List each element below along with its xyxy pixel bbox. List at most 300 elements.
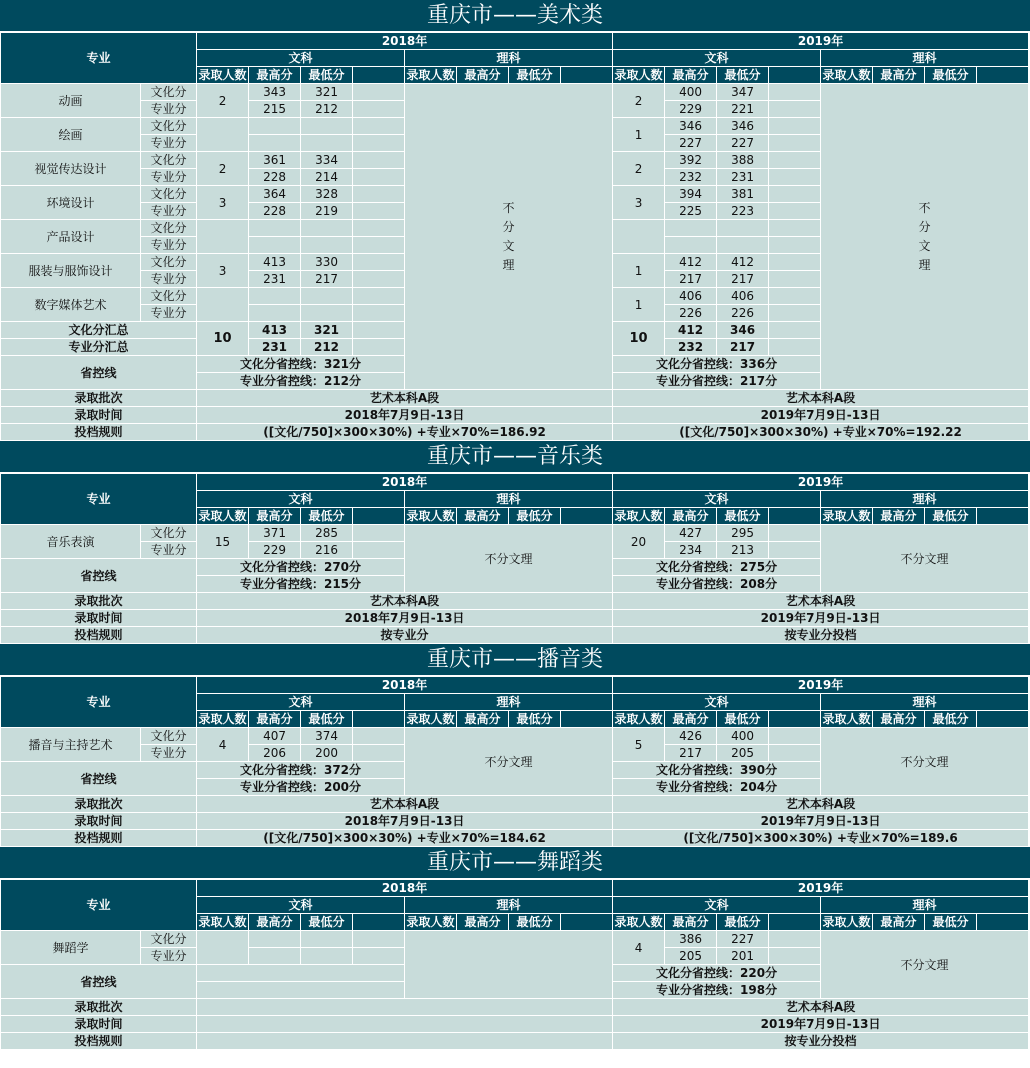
pro-line: 专业分省控线：198分 [613, 982, 821, 999]
min-score-header: 最低分 [509, 711, 561, 728]
culture-max: 406 [665, 288, 717, 305]
year-header: 2019年 [613, 880, 1029, 897]
culture-line: 文化分省控线：270分 [197, 559, 405, 576]
professional-label: 专业分 [141, 305, 197, 322]
major-name: 舞蹈学 [1, 931, 141, 965]
wenke-header: 文科 [613, 491, 821, 508]
culture-min [717, 220, 769, 237]
province-line-label: 省控线 [1, 965, 197, 999]
min-score-header: 最低分 [509, 914, 561, 931]
spacer [353, 728, 405, 745]
max-score-header: 最高分 [249, 914, 301, 931]
batch-value: 艺术本科A段 [197, 390, 613, 407]
pro-max: 225 [665, 203, 717, 220]
major-name: 音乐表演 [1, 525, 141, 559]
time-value: 2019年7月9日-13日 [613, 407, 1029, 424]
enroll-count: 2 [197, 84, 249, 118]
rule-value [197, 1033, 613, 1050]
spacer [769, 931, 821, 948]
culture-label: 文化分 [141, 220, 197, 237]
batch-value: 艺术本科A段 [613, 999, 1029, 1016]
pro-line: 专业分省控线：215分 [197, 576, 405, 593]
pro-min: 213 [717, 542, 769, 559]
spacer [769, 254, 821, 271]
like-note [405, 84, 613, 390]
enroll-count-header: 录取人数 [614, 509, 663, 523]
culture-label: 文化分 [141, 84, 197, 101]
culture-min [301, 220, 353, 237]
spacer [769, 271, 821, 288]
pro-line [197, 982, 405, 999]
batch-value: 艺术本科A段 [197, 796, 613, 813]
batch-value [197, 999, 613, 1016]
culture-min: 334 [301, 152, 353, 169]
spacer [769, 542, 821, 559]
major-header: 专业 [1, 677, 197, 728]
major-header: 专业 [1, 474, 197, 525]
year-header: 2019年 [613, 33, 1029, 50]
culture-label: 文化分 [141, 728, 197, 745]
pro-min: 205 [717, 745, 769, 762]
wenke-header: 文科 [197, 694, 405, 711]
time-value: 2018年7月9日-13日 [197, 407, 613, 424]
pro-min: 219 [301, 203, 353, 220]
culture-max [249, 288, 301, 305]
wenke-header: 文科 [197, 897, 405, 914]
professional-label: 专业分 [141, 169, 197, 186]
pro-min [301, 237, 353, 254]
spacer-header [353, 508, 405, 525]
spacer [769, 118, 821, 135]
spacer-header [561, 508, 613, 525]
enroll-count-header: 录取人数 [198, 509, 247, 523]
enroll-count: 4 [197, 728, 249, 762]
major-name: 环境设计 [1, 186, 141, 220]
spacer-header [769, 67, 821, 84]
like-header: 理科 [405, 897, 613, 914]
culture-max: 407 [249, 728, 301, 745]
major-name: 数字媒体艺术 [1, 288, 141, 322]
spacer [353, 542, 405, 559]
enroll-count-header: 录取人数 [614, 712, 663, 726]
rule-label: 投档规则 [1, 627, 197, 644]
max-score-header: 最高分 [665, 711, 717, 728]
enroll-count [197, 220, 249, 254]
spacer [769, 322, 821, 339]
time-value: 2019年7月9日-13日 [613, 610, 1029, 627]
enroll-count [197, 931, 249, 965]
major-header: 专业 [1, 33, 197, 84]
max-score-header: 最高分 [873, 711, 925, 728]
time-label: 录取时间 [1, 813, 197, 830]
major-name: 视觉传达设计 [1, 152, 141, 186]
major-name: 播音与主持艺术 [1, 728, 141, 762]
enroll-count-header: 录取人数 [822, 68, 871, 82]
culture-max: 413 [249, 254, 301, 271]
pro-min: 217 [717, 271, 769, 288]
pro-max: 217 [665, 271, 717, 288]
admission-table [0, 879, 1030, 1050]
enroll-count: 3 [197, 186, 249, 220]
batch-value: 艺术本科A段 [197, 593, 613, 610]
min-score-header: 最低分 [717, 711, 769, 728]
culture-min: 412 [717, 254, 769, 271]
pro-max [665, 237, 717, 254]
pro-max: 226 [665, 305, 717, 322]
like-note [821, 84, 1029, 390]
pro-min [301, 135, 353, 152]
max-score-header: 最高分 [249, 67, 301, 84]
pro-max [249, 135, 301, 152]
like-note-text: 不分文理 [918, 200, 931, 272]
culture-label: 文化分 [141, 525, 197, 542]
spacer-header [769, 711, 821, 728]
professional-label: 专业分 [141, 745, 197, 762]
max-score-header: 最高分 [249, 508, 301, 525]
culture-max: 427 [665, 525, 717, 542]
section-title: 重庆市——舞蹈类 [0, 847, 1030, 879]
spacer [353, 271, 405, 288]
time-value: 2019年7月9日-13日 [613, 1016, 1029, 1033]
pro-min: 201 [717, 948, 769, 965]
min-score-header: 最低分 [301, 914, 353, 931]
culture-total-label: 文化分汇总 [1, 322, 197, 339]
spacer-header [353, 67, 405, 84]
max-score-header: 最高分 [457, 67, 509, 84]
spacer-header [561, 914, 613, 931]
culture-label: 文化分 [141, 931, 197, 948]
pro-max: 229 [249, 542, 301, 559]
spacer [769, 305, 821, 322]
enroll-count-header: 录取人数 [822, 509, 871, 523]
spacer-header [561, 711, 613, 728]
year-header: 2018年 [197, 677, 613, 694]
enroll-count-header: 录取人数 [198, 712, 247, 726]
max-score-header: 最高分 [665, 914, 717, 931]
pro-min [717, 237, 769, 254]
year-header: 2018年 [197, 33, 613, 50]
culture-max: 361 [249, 152, 301, 169]
max-score-header: 最高分 [457, 508, 509, 525]
major-name: 动画 [1, 84, 141, 118]
spacer [769, 745, 821, 762]
spacer [769, 220, 821, 237]
enroll-count-header: 录取人数 [614, 915, 663, 929]
enroll-count: 2 [613, 152, 665, 186]
pro-total-max: 232 [665, 339, 717, 356]
enroll-count: 15 [197, 525, 249, 559]
rule-label: 投档规则 [1, 424, 197, 441]
pro-min: 217 [301, 271, 353, 288]
pro-total-max: 231 [249, 339, 301, 356]
spacer [769, 728, 821, 745]
min-score-header: 最低分 [925, 914, 977, 931]
pro-max: 205 [665, 948, 717, 965]
pro-max [249, 237, 301, 254]
pro-total-min: 217 [717, 339, 769, 356]
enroll-count: 2 [197, 152, 249, 186]
time-value: 2019年7月9日-13日 [613, 813, 1029, 830]
admission-table [0, 676, 1030, 847]
culture-min [301, 288, 353, 305]
spacer [769, 169, 821, 186]
pro-max [249, 948, 301, 965]
spacer-header [977, 914, 1029, 931]
professional-label: 专业分 [141, 101, 197, 118]
spacer-header [769, 914, 821, 931]
section-title: 重庆市——美术类 [0, 0, 1030, 32]
culture-label: 文化分 [141, 186, 197, 203]
max-score-header: 最高分 [457, 711, 509, 728]
culture-max: 346 [665, 118, 717, 135]
culture-total-max: 412 [665, 322, 717, 339]
like-note-text: 不分文理 [502, 200, 515, 272]
major-name: 绘画 [1, 118, 141, 152]
pro-line: 专业分省控线：200分 [197, 779, 405, 796]
enroll-count: 2 [613, 84, 665, 118]
spacer [353, 931, 405, 948]
culture-max: 392 [665, 152, 717, 169]
pro-max: 215 [249, 101, 301, 118]
culture-min: 330 [301, 254, 353, 271]
spacer [353, 305, 405, 322]
wenke-header: 文科 [613, 694, 821, 711]
rule-value: 按专业分投档 [613, 1033, 1029, 1050]
culture-max: 371 [249, 525, 301, 542]
total-count: 10 [613, 322, 665, 356]
section-3 [0, 847, 1030, 1050]
time-value: 2018年7月9日-13日 [197, 813, 613, 830]
spacer [353, 254, 405, 271]
pro-max: 232 [665, 169, 717, 186]
enroll-count [197, 118, 249, 152]
admission-table [0, 32, 1030, 441]
pro-max [249, 305, 301, 322]
professional-label: 专业分 [141, 237, 197, 254]
spacer [353, 118, 405, 135]
enroll-count-header: 录取人数 [406, 712, 455, 726]
pro-total-min: 212 [301, 339, 353, 356]
pro-max: 217 [665, 745, 717, 762]
pro-min: 214 [301, 169, 353, 186]
time-label: 录取时间 [1, 610, 197, 627]
pro-min: 221 [717, 101, 769, 118]
culture-min: 406 [717, 288, 769, 305]
pro-min: 216 [301, 542, 353, 559]
spacer [353, 220, 405, 237]
enroll-count-header: 录取人数 [406, 68, 455, 82]
like-note: 不分文理 [821, 525, 1029, 593]
enroll-count: 1 [613, 288, 665, 322]
culture-line [197, 965, 405, 982]
pro-min [301, 305, 353, 322]
culture-line: 文化分省控线：390分 [613, 762, 821, 779]
spacer-header [977, 711, 1029, 728]
spacer [769, 101, 821, 118]
pro-min: 200 [301, 745, 353, 762]
time-label: 录取时间 [1, 407, 197, 424]
rule-label: 投档规则 [1, 830, 197, 847]
wenke-header: 文科 [197, 491, 405, 508]
like-header: 理科 [821, 694, 1029, 711]
professional-label: 专业分 [141, 948, 197, 965]
enroll-count-header: 录取人数 [406, 509, 455, 523]
batch-label: 录取批次 [1, 999, 197, 1016]
spacer [353, 525, 405, 542]
culture-min: 400 [717, 728, 769, 745]
total-count: 10 [197, 322, 249, 356]
year-header: 2019年 [613, 677, 1029, 694]
time-value: 2018年7月9日-13日 [197, 610, 613, 627]
max-score-header: 最高分 [249, 711, 301, 728]
year-header: 2018年 [197, 880, 613, 897]
enroll-count: 5 [613, 728, 665, 762]
min-score-header: 最低分 [509, 508, 561, 525]
enroll-count-header: 录取人数 [198, 68, 247, 82]
culture-total-max: 413 [249, 322, 301, 339]
min-score-header: 最低分 [925, 67, 977, 84]
pro-max: 206 [249, 745, 301, 762]
spacer [353, 186, 405, 203]
batch-label: 录取批次 [1, 593, 197, 610]
professional-label: 专业分 [141, 542, 197, 559]
pro-min: 227 [717, 135, 769, 152]
pro-total-label: 专业分汇总 [1, 339, 197, 356]
rule-value: ([文化/750]×300×30%) +专业×70%=189.6 [613, 830, 1029, 847]
enroll-count-header: 录取人数 [406, 915, 455, 929]
enroll-count: 3 [613, 186, 665, 220]
enroll-count: 3 [197, 254, 249, 288]
rule-value: 按专业分投档 [613, 627, 1029, 644]
pro-min: 231 [717, 169, 769, 186]
culture-min: 321 [301, 84, 353, 101]
min-score-header: 最低分 [509, 67, 561, 84]
enroll-count [197, 288, 249, 322]
culture-max: 364 [249, 186, 301, 203]
batch-label: 录取批次 [1, 796, 197, 813]
spacer [353, 169, 405, 186]
culture-line: 文化分省控线：321分 [197, 356, 405, 373]
professional-label: 专业分 [141, 135, 197, 152]
spacer [769, 339, 821, 356]
batch-value: 艺术本科A段 [613, 390, 1029, 407]
culture-total-min: 321 [301, 322, 353, 339]
batch-value: 艺术本科A段 [613, 593, 1029, 610]
spacer-header [561, 67, 613, 84]
spacer [353, 948, 405, 965]
spacer-header [977, 67, 1029, 84]
culture-total-min: 346 [717, 322, 769, 339]
spacer [769, 525, 821, 542]
culture-max: 426 [665, 728, 717, 745]
year-header: 2019年 [613, 474, 1029, 491]
min-score-header: 最低分 [717, 67, 769, 84]
culture-min: 295 [717, 525, 769, 542]
section-1 [0, 441, 1030, 644]
like-header: 理科 [405, 694, 613, 711]
culture-min: 285 [301, 525, 353, 542]
spacer [769, 203, 821, 220]
wenke-header: 文科 [613, 897, 821, 914]
culture-max: 386 [665, 931, 717, 948]
time-label: 录取时间 [1, 1016, 197, 1033]
pro-min: 226 [717, 305, 769, 322]
pro-max: 231 [249, 271, 301, 288]
enroll-count-header: 录取人数 [822, 712, 871, 726]
enroll-count-header: 录取人数 [198, 915, 247, 929]
culture-line: 文化分省控线：372分 [197, 762, 405, 779]
culture-max [249, 931, 301, 948]
pro-max: 227 [665, 135, 717, 152]
culture-min: 346 [717, 118, 769, 135]
time-value [197, 1016, 613, 1033]
like-header: 理科 [821, 897, 1029, 914]
pro-max: 229 [665, 101, 717, 118]
batch-label: 录取批次 [1, 390, 197, 407]
enroll-count: 4 [613, 931, 665, 965]
like-header: 理科 [821, 50, 1029, 67]
culture-min: 381 [717, 186, 769, 203]
section-title: 重庆市——音乐类 [0, 441, 1030, 473]
province-line-label: 省控线 [1, 559, 197, 593]
pro-min: 212 [301, 101, 353, 118]
rule-value: 按专业分 [197, 627, 613, 644]
spacer [353, 745, 405, 762]
culture-max: 400 [665, 84, 717, 101]
culture-line: 文化分省控线：336分 [613, 356, 821, 373]
culture-label: 文化分 [141, 118, 197, 135]
culture-min: 347 [717, 84, 769, 101]
pro-max: 228 [249, 203, 301, 220]
enroll-count-header: 录取人数 [822, 915, 871, 929]
min-score-header: 最低分 [301, 67, 353, 84]
max-score-header: 最高分 [873, 508, 925, 525]
spacer [353, 101, 405, 118]
enroll-count-header: 录取人数 [614, 68, 663, 82]
culture-min: 388 [717, 152, 769, 169]
culture-max: 394 [665, 186, 717, 203]
like-note [405, 931, 613, 999]
max-score-header: 最高分 [873, 914, 925, 931]
major-name: 产品设计 [1, 220, 141, 254]
spacer [769, 288, 821, 305]
culture-line: 文化分省控线：220分 [613, 965, 821, 982]
culture-min: 374 [301, 728, 353, 745]
spacer [353, 237, 405, 254]
pro-line: 专业分省控线：212分 [197, 373, 405, 390]
culture-max [665, 220, 717, 237]
admission-table [0, 473, 1030, 644]
pro-max: 234 [665, 542, 717, 559]
rule-label: 投档规则 [1, 1033, 197, 1050]
pro-line: 专业分省控线：208分 [613, 576, 821, 593]
culture-min [301, 931, 353, 948]
year-header: 2018年 [197, 474, 613, 491]
like-note: 不分文理 [821, 931, 1029, 999]
culture-max [249, 118, 301, 135]
spacer [769, 186, 821, 203]
spacer [769, 152, 821, 169]
province-line-label: 省控线 [1, 356, 197, 390]
like-note: 不分文理 [405, 525, 613, 593]
culture-label: 文化分 [141, 254, 197, 271]
like-note: 不分文理 [821, 728, 1029, 796]
professional-label: 专业分 [141, 271, 197, 288]
spacer [353, 288, 405, 305]
culture-max: 343 [249, 84, 301, 101]
culture-label: 文化分 [141, 152, 197, 169]
section-0 [0, 0, 1030, 441]
